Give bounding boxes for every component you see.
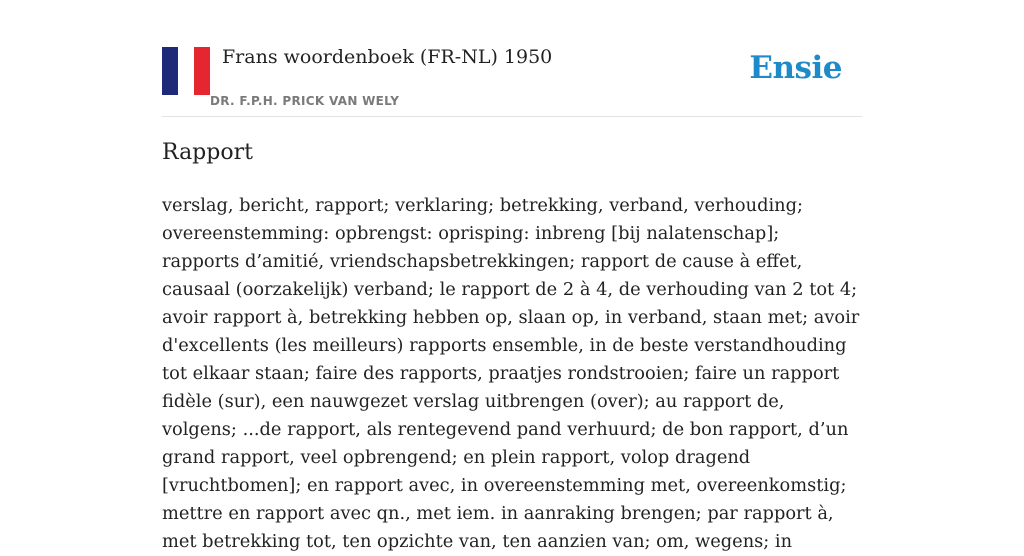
ensie-logo-link[interactable]: Ensie	[749, 50, 842, 86]
dictionary-author: DR. F.P.H. PRICK VAN WELY	[210, 94, 400, 108]
france-flag-icon	[162, 47, 210, 95]
entry-card	[162, 0, 862, 552]
entry-definition: verslag, bericht, rapport; verklaring; betrekking, verband, verhouding; overeenstemming: opbrengst: oprisping: inbreng [bij nalatenschap]; rapports d’amitié, vriendschapsbetrekkingen; rapport de cause à effet, causaal (oorzakelijk) verband; le rapport de 2 à 4, de verhouding van 2 tot 4; avoir rapport à, betrekking hebben op, slaan op, in verband, staan met; avoir d'excellents (les meilleurs) rapports ensemble, in de beste verstandhouding tot elkaar staan; faire des rapports, praatjes rondstrooien; faire un rapport fidèle (sur), een nauwgezet verslag uitbrengen (over); au rapport de, volgens; ...de rapport, als rentegevend pand verhuurd; de bon rapport, d’un grand rapport, veel opbrengend; en plein rapport, volop dragend [vruchtbomen]; en rapport avec, in overeenstemming met, overeenkomstig; mettre en rapport avec qn., met iem. in aanraking brengen; par rapport à, met betrekking tot, ten opzichte van, ten aanzien van; om, wegens; in	[162, 195, 860, 552]
dictionary-header	[162, 0, 862, 117]
entry-headword: Rapport	[162, 140, 253, 165]
dictionary-title[interactable]: Frans woordenboek (FR-NL) 1950	[222, 46, 553, 68]
